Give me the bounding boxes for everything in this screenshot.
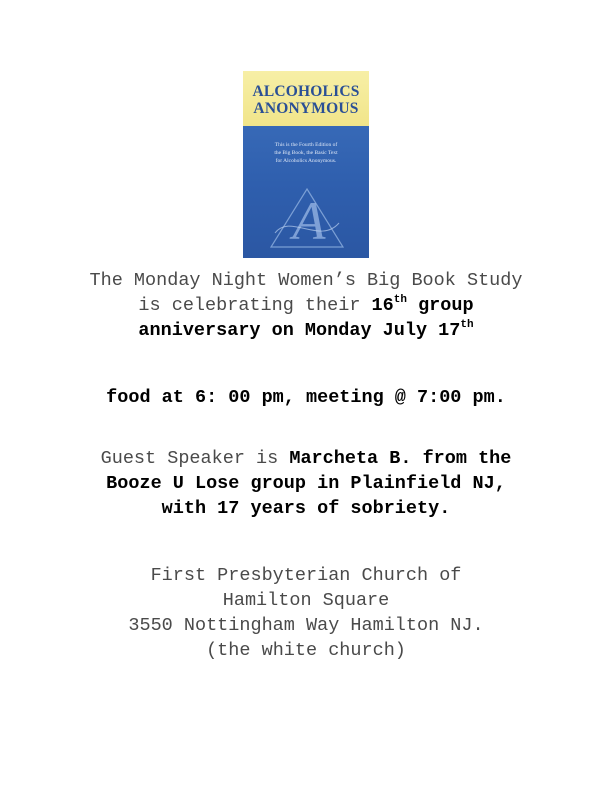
anniversary-date-number: 17 (438, 320, 461, 341)
cover-title: ALCOHOLICS ANONYMOUS (252, 83, 360, 117)
logo-letter: A (292, 191, 326, 251)
big-book-cover-image (243, 71, 369, 258)
anniversary-suffix: th (393, 293, 407, 306)
location-line-1: First Presbyterian Church of (150, 565, 462, 586)
anniversary-text: group anniversary on Monday July (138, 295, 474, 341)
announcement-paragraph (80, 268, 532, 343)
announcement-intro: The Monday Night Women’s Big Book Study is celebrating their (89, 270, 523, 316)
location-line-4: (the white church) (206, 640, 406, 661)
cover-title-band (243, 71, 369, 126)
cover-blurb: This is the Fourth Edition of the Big Book, the Basic Text for Alcoholics Anonymous. (274, 142, 338, 164)
anniversary-number: 16 (371, 295, 394, 316)
location-line-2: Hamilton Square (222, 590, 390, 611)
location-line-3: 3550 Nottingham Way Hamilton NJ. (128, 615, 484, 636)
anniversary-date-suffix: th (460, 318, 474, 331)
aa-logo-icon (265, 183, 349, 253)
speaker-paragraph (80, 446, 532, 521)
event-times: food at 6: 00 pm, meeting @ 7:00 pm. (106, 387, 506, 408)
speaker-intro: Guest Speaker is (100, 448, 290, 469)
speaker-details: Marcheta B. from the Booze U Lose group in Plainfield NJ, with 17 years of sobriety. (106, 448, 512, 519)
location-block (80, 563, 532, 663)
